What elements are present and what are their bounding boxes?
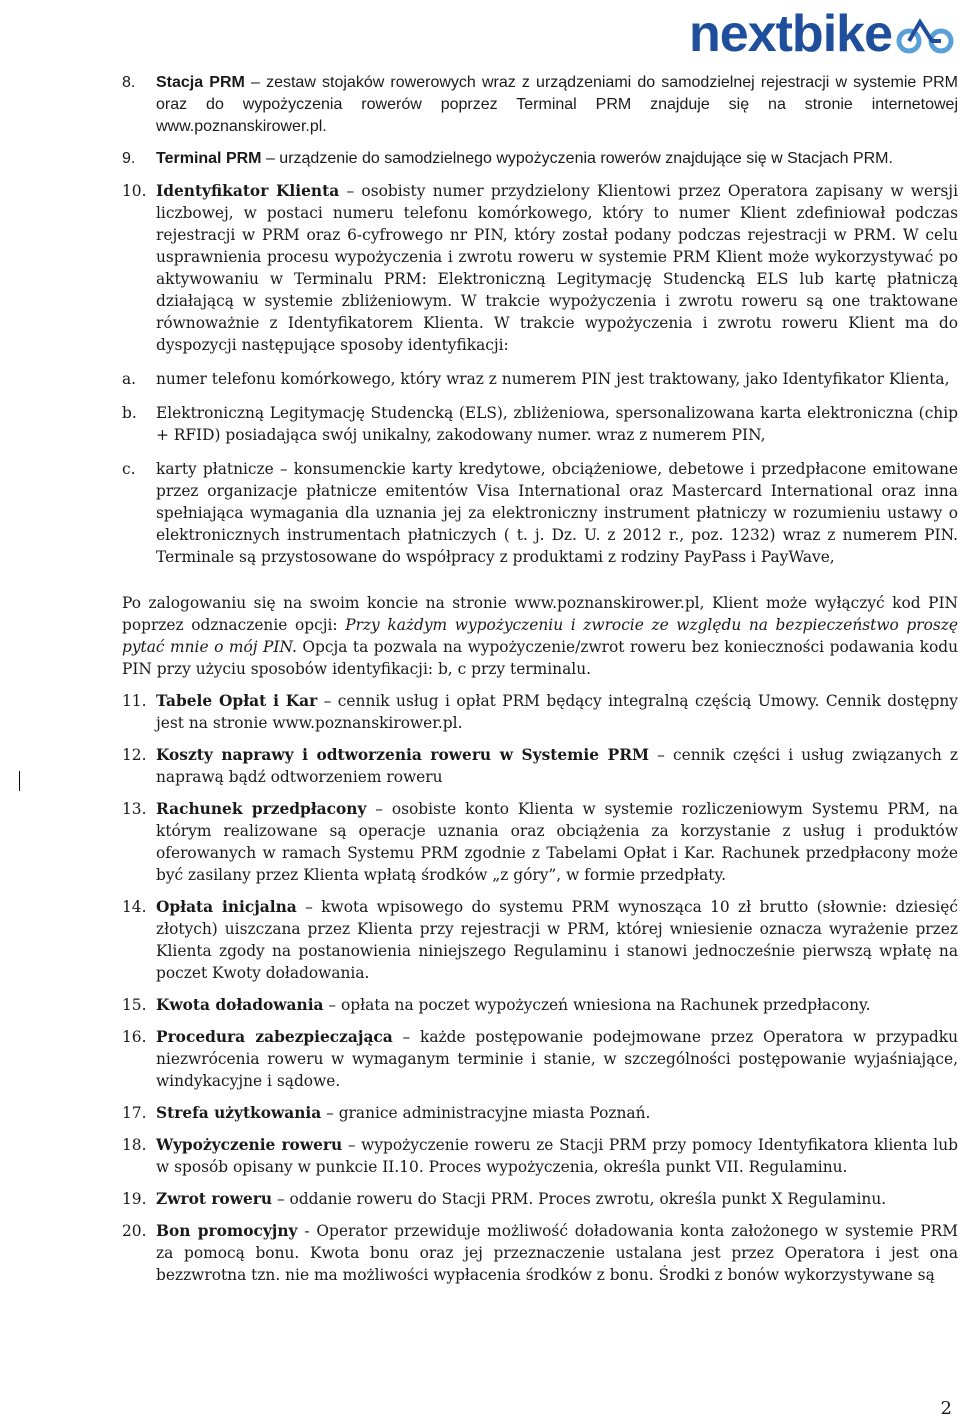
item-number: 8. (122, 74, 136, 91)
list-item (122, 1220, 958, 1286)
term: Procedura zabezpieczająca (156, 1028, 393, 1046)
definition: – oddanie roweru do Stacji PRM. Proces zwrotu, określa punkt X Regulaminu. (272, 1190, 887, 1208)
item-number: 11. (122, 692, 147, 710)
list-item (122, 1026, 958, 1092)
list-item (122, 180, 958, 580)
item-number: 13. (122, 800, 147, 818)
list-item (122, 690, 958, 734)
item-number: 19. (122, 1190, 147, 1208)
item-number: 15. (122, 996, 147, 1014)
item-number: 9. (122, 150, 136, 167)
term: Rachunek przedpłacony (156, 800, 367, 818)
sub-letter: a. (122, 370, 137, 388)
item-number: 16. (122, 1028, 147, 1046)
definition: – kwota wpisowego do systemu PRM wynosząca 10 zł brutto (słownie: dziesięć złotych) uiszczana przez Klienta przy rejestracji w PRM, której wniesienie oznacza wyrażenie przez Klienta zgody na postanowienia niniejszego Regulaminu i stanowi jednocześnie pierwszą wpłatę na poczet Kwoty doładowania. (156, 898, 958, 982)
para-italic: Przy każdym wypożyczeniu i zwrocie ze względu na bezpieczeństwo proszę pytać mnie o mój PIN. (122, 616, 958, 656)
term: Tabele Opłat i Kar (156, 692, 318, 710)
item-number: 20. (122, 1222, 147, 1240)
para-text: Opcja ta pozwala na wypożyczenie/zwrot roweru bez konieczności podawania kodu PIN przy użyciu sposobów identyfikacji: b, c przy terminalu. (122, 638, 958, 678)
page-number: 2 (940, 1398, 952, 1419)
list-item (122, 1134, 958, 1178)
definition: – cennik części i usług związanych z naprawą bądź odtworzeniem roweru (156, 746, 958, 786)
definition: – granice administracyjne miasta Poznań. (321, 1104, 651, 1122)
definition: – osobisty numer przydzielony Klientowi przez Operatora zapisany w wersji liczbowej, w postaci numeru telefonu komórkowego, który to numer Klient zdefiniował podczas rejestracji w PRM oraz 6-cyfrowego nr PIN, który został podany podczas rejestracji w PRM. W celu usprawnienia procesu wypożyczenia i zwrotu roweru w systemie PRM Klient może wykorzystywać po aktywowaniu w Terminalu PRM: Elektroniczną Legitymację Studencką ELS lub kartę płatniczą działającą w systemie zbliżeniowym. W trakcie wypożyczenia i zwrotu roweru są one traktowane równoważnie z Identyfikatorem Klienta. W trakcie wypożyczenia i zwrotu roweru Klient ma do dyspozycji następujące sposoby identyfikacji: (156, 182, 959, 354)
list-item (122, 1188, 958, 1210)
term: Wypożyczenie roweru (156, 1136, 343, 1154)
term: Strefa użytkowania (156, 1104, 322, 1122)
term: Opłata inicjalna (156, 898, 297, 916)
item-number: 12. (122, 746, 147, 764)
sub-item (122, 402, 958, 446)
sub-text: Elektroniczną Legitymację Studencką (ELS), zbliżeniowa, spersonalizowana karta elektroniczna (chip + RFID) posiadająca swój unikalny, zakodowany numer. wraz z numerem PIN, (156, 404, 958, 444)
sub-item (122, 368, 958, 390)
definition: - Operator przewiduje możliwość doładowania konta założonego w systemie PRM za pomocą bonu. Kwota bonu oraz jej przeznaczenie ustalana jest przez Operatora i jest ona bezzwrotna tzn. nie ma możliwości wypłacenia środków z bonu. Środki z bonów wykorzystywane są (156, 1222, 958, 1284)
nextbike-logo (689, 5, 954, 63)
term: Terminal PRM (156, 150, 262, 167)
definition: – osobiste konto Klienta w systemie rozliczeniowym Systemu PRM, na którym realizowane są operacje uznania oraz obciążenia za korzystanie z usług i produktów oferowanych w ramach Systemu PRM zgodnie z Tabelami Opłat i Kar. Rachunek przedpłacony może być zasilany przez Klienta wpłatą środków „z góry”, w formie przedpłaty. (156, 800, 958, 884)
item-number: 10. (122, 182, 147, 200)
sub-letter: b. (122, 404, 137, 422)
definition: – każde postępowanie podejmowane przez Operatora w przypadku niezwrócenia roweru w wymaganym terminie i stanie, w szczególności postępowanie wyjaśniające, windykacyjne i sądowe. (156, 1028, 959, 1090)
definition: – wypożyczenie roweru ze Stacji PRM przy pomocy Identyfikatora klienta lub w sposób opisany w punkcie II.10. Proces wypożyczenia, określa punkt VII. Regulaminu. (156, 1136, 958, 1176)
list-item (122, 744, 958, 788)
term: Zwrot roweru (156, 1190, 273, 1208)
list-item (122, 798, 958, 886)
definition: – zestaw stojaków rowerowych wraz z urządzeniami do samodzielnej rejestracji w systemie PRM oraz do wypożyczenia rowerów poprzez Terminal PRM znajduje się na stronie internetowej www.poznanskirower.pl. (156, 74, 959, 135)
term: Identyfikator Klienta (156, 182, 340, 200)
item-number: 14. (122, 898, 147, 916)
sub-text: karty płatnicze – konsumenckie karty kredytowe, obciążeniowe, debetowe i przedpłacone emitowane przez organizacje płatnicze emitentów Visa International oraz Mastercard International oraz inna spełniająca wymagania dla uznania jej za elektroniczny instrument płatniczy w rozumieniu ustawy o elektronicznych instrumentach płatniczych ( t. j. Dz. U. z 2012 r., poz. 1232) wraz z numerem PIN. Terminale są przystosowane do współpracy z produktami z rodziny PayPass i PayWave, (156, 460, 958, 566)
revision-bar (19, 771, 20, 791)
list-item (122, 1102, 958, 1124)
definition: – urządzenie do samodzielnego wypożyczenia rowerów znajdujące się w Stacjach PRM. (265, 150, 893, 167)
item-number: 17. (122, 1104, 147, 1122)
definition: – opłata na poczet wypożyczeń wniesiona na Rachunek przedpłacony. (323, 996, 871, 1014)
definition: – cennik usług i opłat PRM będący integralną częścią Umowy. Cennik dostępny jest na stronie www.poznanskirower.pl. (156, 692, 958, 732)
list-item (122, 148, 958, 170)
pin-paragraph (122, 592, 958, 680)
para-text: Po zalogowaniu się na swoim koncie na stronie www.poznanskirower.pl, Klient może wyłączyć kod PIN poprzez odznaczenie opcji: (122, 594, 958, 634)
sub-item (122, 458, 958, 568)
sub-letter: c. (122, 460, 136, 478)
term: Bon promocyjny (156, 1222, 298, 1240)
term: Stacja PRM (156, 74, 245, 91)
sub-text: numer telefonu komórkowego, który wraz z numerem PIN jest traktowany, jako Identyfikator Klienta, (156, 370, 950, 388)
term: Koszty naprawy i odtworzenia roweru w Systemie PRM (156, 746, 650, 764)
document-body (122, 72, 958, 1296)
item-number: 18. (122, 1136, 147, 1154)
list-item (122, 72, 958, 138)
list-item (122, 896, 958, 984)
list-item (122, 994, 958, 1016)
bicycle-icon (896, 14, 954, 54)
logo-text: nextbike (689, 5, 892, 63)
sub-list (122, 368, 958, 568)
term: Kwota doładowania (156, 996, 324, 1014)
